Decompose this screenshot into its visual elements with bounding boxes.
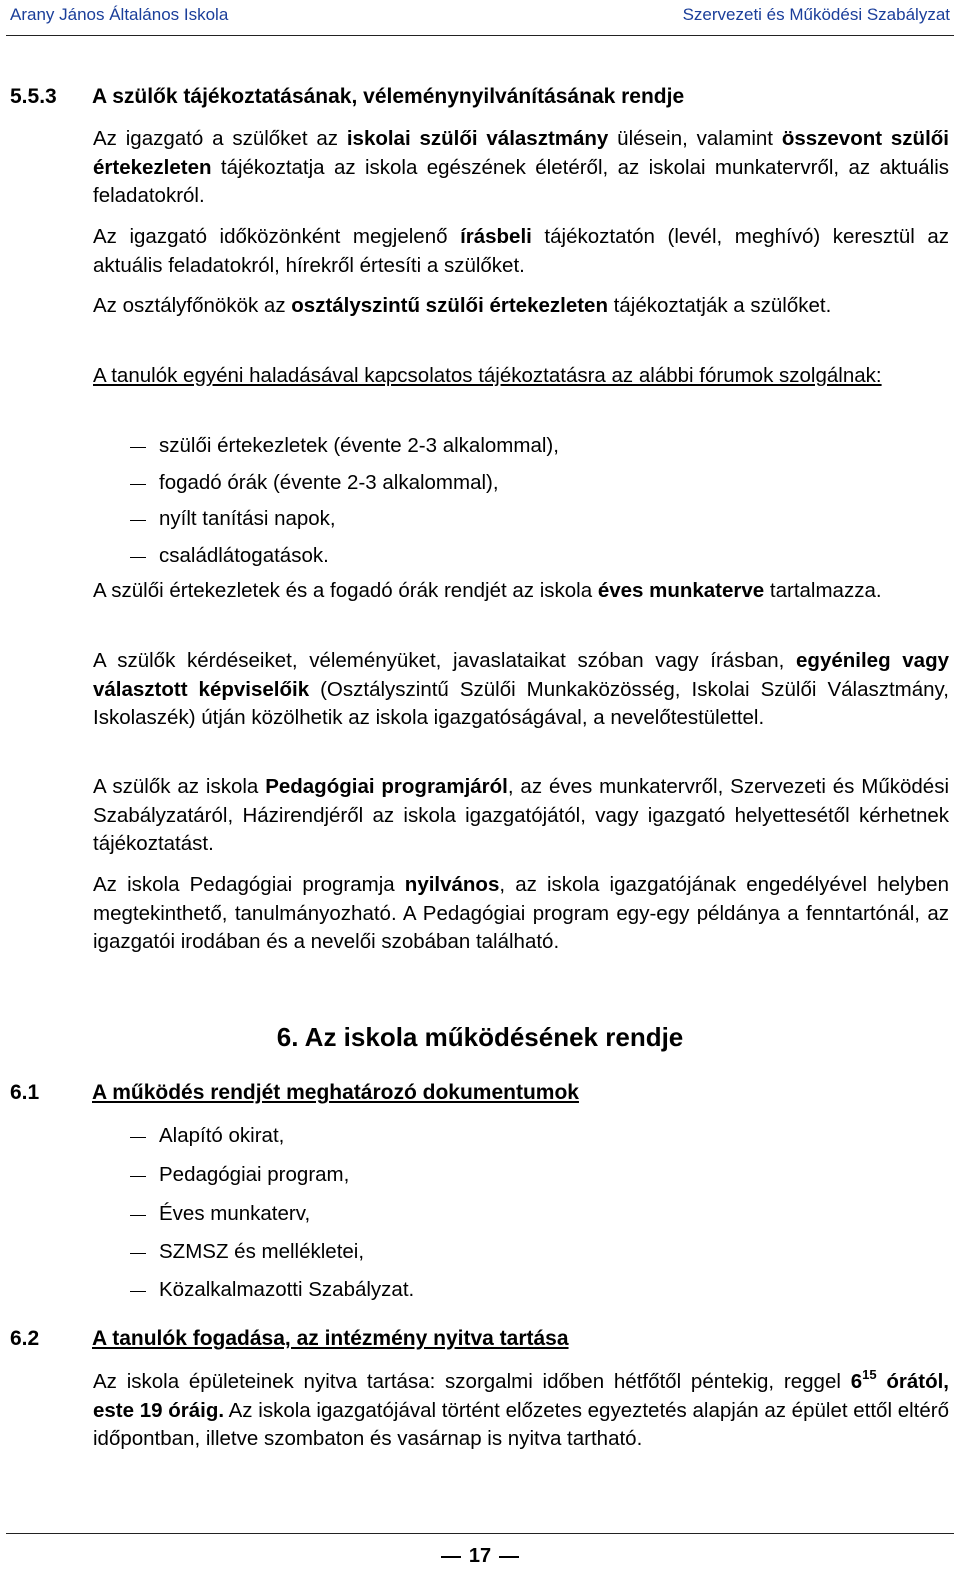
section-number: 6.1 [10, 1081, 40, 1104]
list-bullet-dash [130, 1215, 146, 1216]
chapter-heading: 6. Az iskola működésének rendje [276, 1022, 684, 1052]
section-number: 5.5.3 [10, 85, 57, 108]
section-heading-6-1 [10, 1081, 579, 1105]
paragraph-3: Az osztályfőnökök az osztályszintű szülői értekezleten tájékoztatják a szülőket. [93, 294, 832, 317]
list-item: Éves munkaterv, [159, 1202, 311, 1225]
section-heading-5-5-3 [10, 85, 684, 109]
list-bullet-dash [130, 484, 146, 485]
list-item: Alapító okirat, [159, 1124, 285, 1147]
list-bullet-dash [130, 1176, 146, 1177]
footer-rule [6, 1533, 954, 1534]
page-number: 17 [0, 1545, 960, 1568]
list-item: családlátogatások. [159, 544, 329, 567]
section-heading-6-2 [10, 1327, 569, 1351]
list-bullet-dash [130, 520, 146, 521]
list-item: nyílt tanítási napok, [159, 507, 336, 530]
paragraph-7: A szülők az iskola Pedagógiai programjáról, az éves munkatervről, Szervezeti és Működési Szabályzatáról, Házirendjéről az iskola igazgatójától, vagy igazgató helyettesétől kérhetnek tájékoztatást. [93, 775, 949, 855]
paragraph-6: A szülők kérdéseiket, véleményüket, javaslataikat szóban vagy írásban, egyénileg vagy választott képviselőik (Osztályszintű Szülői Munkaközösség, Iskolai Szülői Választmány, Iskolaszék) útján közölhetik az iskola igazgatóságával, a nevelőtestülettel. [93, 649, 949, 729]
section-number: 6.2 [10, 1327, 40, 1350]
header-document-title: Szervezeti és Működési Szabályzat [682, 5, 950, 24]
paragraph-1: Az igazgató a szülőket az iskolai szülői választmány ülésein, valamint összevont szülői értekezleten tájékoztatja az iskola egészének életéről, az iskolai munkatervről, az aktuális feladatokról. [93, 127, 949, 207]
list-item: fogadó órák (évente 2-3 alkalommal), [159, 471, 499, 494]
list-item: SZMSZ és mellékletei, [159, 1240, 365, 1263]
list-bullet-dash [130, 1137, 146, 1138]
paragraph-4-forums-intro: A tanulók egyéni haladásával kapcsolatos tájékoztatásra az alábbi fórumok szolgálnak: [93, 364, 882, 387]
list-bullet-dash [130, 1253, 146, 1254]
list-item: Közalkalmazotti Szabályzat. [159, 1278, 415, 1301]
paragraph-opening-hours: Az iskola épületeinek nyitva tartása: szorgalmi időben hétfőtől péntekig, reggel $6^{15}$ órától, este 19 óráig. Az iskola igazgatójával történt előzetes egyeztetés alapján az épület ettől eltérő időpontban, illetve szombaton és vasárnap is nyitva tartható. [93, 1367, 950, 1450]
section-title: A szülők tájékoztatásának, véleménynyilvánításának rendje [92, 85, 685, 108]
list-bullet-dash [130, 1291, 146, 1292]
section-title: A tanulók fogadása, az intézmény nyitva tartása [92, 1327, 569, 1350]
list-bullet-dash [130, 447, 146, 448]
list-bullet-dash [130, 557, 146, 558]
section-title: A működés rendjét meghatározó dokumentumok [92, 1081, 579, 1104]
page-header [0, 5, 960, 29]
header-school-name: Arany János Általános Iskola [10, 5, 229, 24]
header-rule [6, 35, 954, 36]
paragraph-2: Az igazgató időközönként megjelenő írásbeli tájékoztatón (levél, meghívó) keresztül az aktuális feladatokról, hírekről értesíti a szülőket. [93, 225, 949, 277]
paragraph-5: A szülői értekezletek és a fogadó órák rendjét az iskola éves munkaterve tartalmazza. [93, 579, 882, 602]
paragraph-8: Az iskola Pedagógiai programja nyilvános, az iskola igazgatójának engedélyével helyben megtekinthető, tanulmányozható. A Pedagógiai program egy-egy példánya a fenntartónál, az igazgatói irodában és a nevelői szobában található. [93, 873, 949, 953]
list-item: Pedagógiai program, [159, 1163, 350, 1186]
list-item: szülői értekezletek (évente 2-3 alkalommal), [159, 434, 559, 457]
